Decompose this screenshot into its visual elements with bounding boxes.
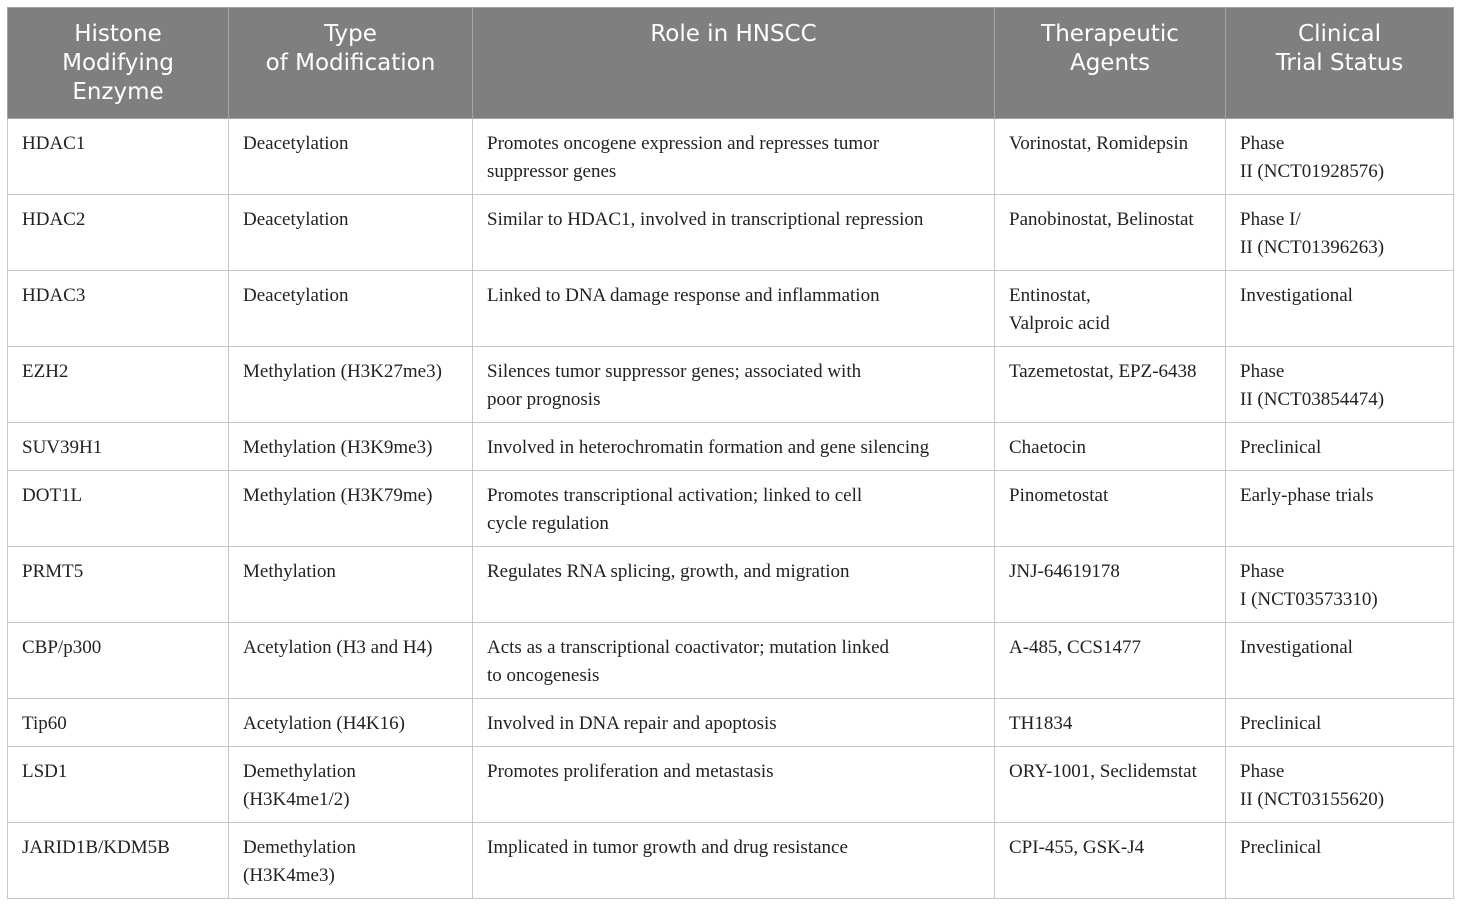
header-trial-status: [1226, 8, 1454, 119]
cell-role: [473, 271, 995, 347]
cell-agents-line: Tazemetostat, EPZ-6438: [1009, 361, 1197, 382]
cell-trial-status: [1226, 747, 1454, 823]
cell-trial-status-line: Phase: [1240, 133, 1285, 154]
cell-role: [473, 747, 995, 823]
cell-agents-line: Pinometostat: [1009, 485, 1109, 506]
cell-enzyme-line: PRMT5: [22, 561, 84, 582]
cell-enzyme-line: DOT1L: [22, 485, 83, 506]
cell-modification-type-line: (H3K4me3): [243, 865, 335, 886]
cell-enzyme-line: HDAC2: [22, 209, 86, 230]
cell-enzyme: [8, 195, 229, 271]
cell-modification-type-line: Demethylation: [243, 761, 356, 782]
cell-trial-status-line: II (NCT01928576): [1240, 161, 1385, 182]
cell-role-line: suppressor genes: [487, 161, 617, 182]
header-modification-type: [229, 8, 473, 119]
table-row: [8, 271, 1454, 347]
cell-enzyme: [8, 623, 229, 699]
cell-agents-line: JNJ-64619178: [1009, 561, 1120, 582]
cell-role: [473, 823, 995, 899]
cell-trial-status: [1226, 471, 1454, 547]
header-enzyme-line: Enzyme: [72, 79, 164, 105]
cell-trial-status: [1226, 271, 1454, 347]
cell-agents-line: Entinostat,: [1009, 285, 1091, 306]
header-agents: [995, 8, 1226, 119]
cell-role-line: Silences tumor suppressor genes; associated with: [487, 361, 862, 382]
cell-modification-type-line: Methylation (H3K79me): [243, 485, 433, 506]
cell-trial-status-line: Preclinical: [1240, 837, 1322, 858]
cell-agents: [995, 271, 1226, 347]
cell-modification-type-line: Demethylation: [243, 837, 356, 858]
cell-modification-type-line: Deacetylation: [243, 133, 349, 154]
cell-role: [473, 119, 995, 195]
cell-agents: [995, 119, 1226, 195]
cell-role: [473, 547, 995, 623]
header-role: [473, 8, 995, 119]
cell-agents: [995, 699, 1226, 747]
table-row: [8, 195, 1454, 271]
cell-modification-type: [229, 195, 473, 271]
cell-agents-line: TH1834: [1009, 713, 1073, 734]
cell-modification-type-line: Deacetylation: [243, 285, 349, 306]
header-row: [8, 8, 1454, 119]
cell-modification-type: [229, 423, 473, 471]
cell-agents-line: CPI-455, GSK-J4: [1009, 837, 1145, 858]
cell-modification-type: [229, 623, 473, 699]
cell-trial-status-line: Preclinical: [1240, 713, 1322, 734]
cell-trial-status: [1226, 423, 1454, 471]
header-agents-line: Therapeutic: [1041, 21, 1179, 47]
cell-enzyme: [8, 547, 229, 623]
header-modification-type-line: Type: [324, 21, 377, 47]
cell-role-line: cycle regulation: [487, 513, 609, 534]
cell-agents-line: Valproic acid: [1009, 313, 1110, 334]
cell-enzyme: [8, 699, 229, 747]
cell-role-line: Involved in DNA repair and apoptosis: [487, 713, 777, 734]
cell-role-line: Implicated in tumor growth and drug resistance: [487, 837, 848, 858]
cell-role: [473, 471, 995, 547]
table-row: [8, 747, 1454, 823]
cell-agents-line: ORY-1001, Seclidemstat: [1009, 761, 1197, 782]
cell-modification-type-line: (H3K4me1/2): [243, 789, 350, 810]
cell-role-line: Promotes transcriptional activation; linked to cell: [487, 485, 863, 506]
cell-enzyme-line: LSD1: [22, 761, 68, 782]
cell-trial-status: [1226, 623, 1454, 699]
cell-agents-line: Chaetocin: [1009, 437, 1087, 458]
cell-agents-line: Panobinostat, Belinostat: [1009, 209, 1194, 230]
cell-modification-type-line: Deacetylation: [243, 209, 349, 230]
cell-trial-status: [1226, 699, 1454, 747]
cell-enzyme: [8, 119, 229, 195]
table-header: [8, 8, 1454, 119]
cell-agents-line: A-485, CCS1477: [1009, 637, 1141, 658]
cell-modification-type: [229, 747, 473, 823]
cell-trial-status: [1226, 119, 1454, 195]
cell-modification-type-line: Acetylation (H4K16): [243, 713, 405, 734]
table-row: [8, 699, 1454, 747]
cell-agents: [995, 547, 1226, 623]
cell-modification-type: [229, 823, 473, 899]
cell-trial-status-line: II (NCT03854474): [1240, 389, 1385, 410]
cell-trial-status-line: Preclinical: [1240, 437, 1322, 458]
cell-agents: [995, 747, 1226, 823]
cell-agents: [995, 423, 1226, 471]
table-row: [8, 823, 1454, 899]
cell-trial-status: [1226, 823, 1454, 899]
cell-enzyme: [8, 823, 229, 899]
header-agents-line: Agents: [1069, 50, 1151, 76]
table-row: [8, 347, 1454, 423]
cell-agents: [995, 823, 1226, 899]
cell-role-line: poor prognosis: [487, 389, 601, 410]
cell-enzyme: [8, 747, 229, 823]
cell-agents-line: Vorinostat, Romidepsin: [1009, 133, 1189, 154]
cell-modification-type-line: Acetylation (H3 and H4): [243, 637, 433, 658]
histone-enzyme-table: [7, 7, 1454, 899]
cell-role-line: Acts as a transcriptional coactivator; mutation linked: [487, 637, 890, 658]
cell-trial-status-line: I (NCT03573310): [1240, 589, 1378, 610]
cell-agents: [995, 623, 1226, 699]
cell-trial-status-line: II (NCT03155620): [1240, 789, 1385, 810]
header-modification-type-line: of Modification: [265, 50, 436, 76]
cell-enzyme-line: JARID1B/KDM5B: [22, 837, 170, 858]
cell-role: [473, 623, 995, 699]
cell-enzyme-line: HDAC3: [22, 285, 86, 306]
cell-role: [473, 347, 995, 423]
table-row: [8, 547, 1454, 623]
cell-trial-status-line: Phase: [1240, 561, 1285, 582]
cell-enzyme: [8, 423, 229, 471]
cell-enzyme-line: EZH2: [22, 361, 69, 382]
header-enzyme-line: Histone: [74, 21, 162, 47]
cell-role-line: Linked to DNA damage response and inflammation: [487, 285, 880, 306]
cell-role: [473, 699, 995, 747]
cell-trial-status: [1226, 547, 1454, 623]
table-row: [8, 471, 1454, 547]
cell-enzyme-line: SUV39H1: [22, 437, 103, 458]
cell-modification-type: [229, 271, 473, 347]
cell-agents: [995, 471, 1226, 547]
cell-role-line: Promotes oncogene expression and represses tumor: [487, 133, 880, 154]
table-row: [8, 119, 1454, 195]
cell-modification-type: [229, 547, 473, 623]
cell-trial-status-line: Phase: [1240, 361, 1285, 382]
cell-modification-type-line: Methylation (H3K27me3): [243, 361, 442, 382]
cell-role-line: Promotes proliferation and metastasis: [487, 761, 774, 782]
cell-trial-status-line: Phase I/: [1240, 209, 1301, 230]
cell-trial-status-line: Early-phase trials: [1240, 485, 1374, 506]
cell-trial-status: [1226, 195, 1454, 271]
cell-trial-status-line: Phase: [1240, 761, 1285, 782]
cell-trial-status-line: II (NCT01396263): [1240, 237, 1385, 258]
header-role-line: Role in HNSCC: [650, 21, 817, 47]
cell-trial-status-line: Investigational: [1240, 637, 1353, 658]
header-enzyme-line: Modifying: [62, 50, 174, 76]
header-trial-status-line: Trial Status: [1275, 50, 1404, 76]
cell-enzyme-line: Tip60: [22, 713, 67, 734]
cell-modification-type-line: Methylation: [243, 561, 336, 582]
table-body: [8, 119, 1454, 899]
cell-role-line: Regulates RNA splicing, growth, and migration: [487, 561, 850, 582]
cell-trial-status-line: Investigational: [1240, 285, 1353, 306]
cell-role-line: to oncogenesis: [487, 665, 600, 686]
cell-enzyme: [8, 471, 229, 547]
cell-agents: [995, 195, 1226, 271]
cell-modification-type: [229, 471, 473, 547]
header-enzyme: [8, 8, 229, 119]
cell-modification-type: [229, 347, 473, 423]
cell-enzyme: [8, 271, 229, 347]
cell-role-line: Similar to HDAC1, involved in transcriptional repression: [487, 209, 924, 230]
cell-role: [473, 423, 995, 471]
cell-enzyme: [8, 347, 229, 423]
cell-modification-type: [229, 119, 473, 195]
cell-agents: [995, 347, 1226, 423]
cell-trial-status: [1226, 347, 1454, 423]
header-trial-status-line: Clinical: [1298, 21, 1381, 47]
table-row: [8, 623, 1454, 699]
cell-enzyme-line: CBP/p300: [22, 637, 102, 658]
cell-role-line: Involved in heterochromatin formation and gene silencing: [487, 437, 930, 458]
cell-enzyme-line: HDAC1: [22, 133, 86, 154]
table-row: [8, 423, 1454, 471]
cell-role: [473, 195, 995, 271]
cell-modification-type: [229, 699, 473, 747]
cell-modification-type-line: Methylation (H3K9me3): [243, 437, 433, 458]
